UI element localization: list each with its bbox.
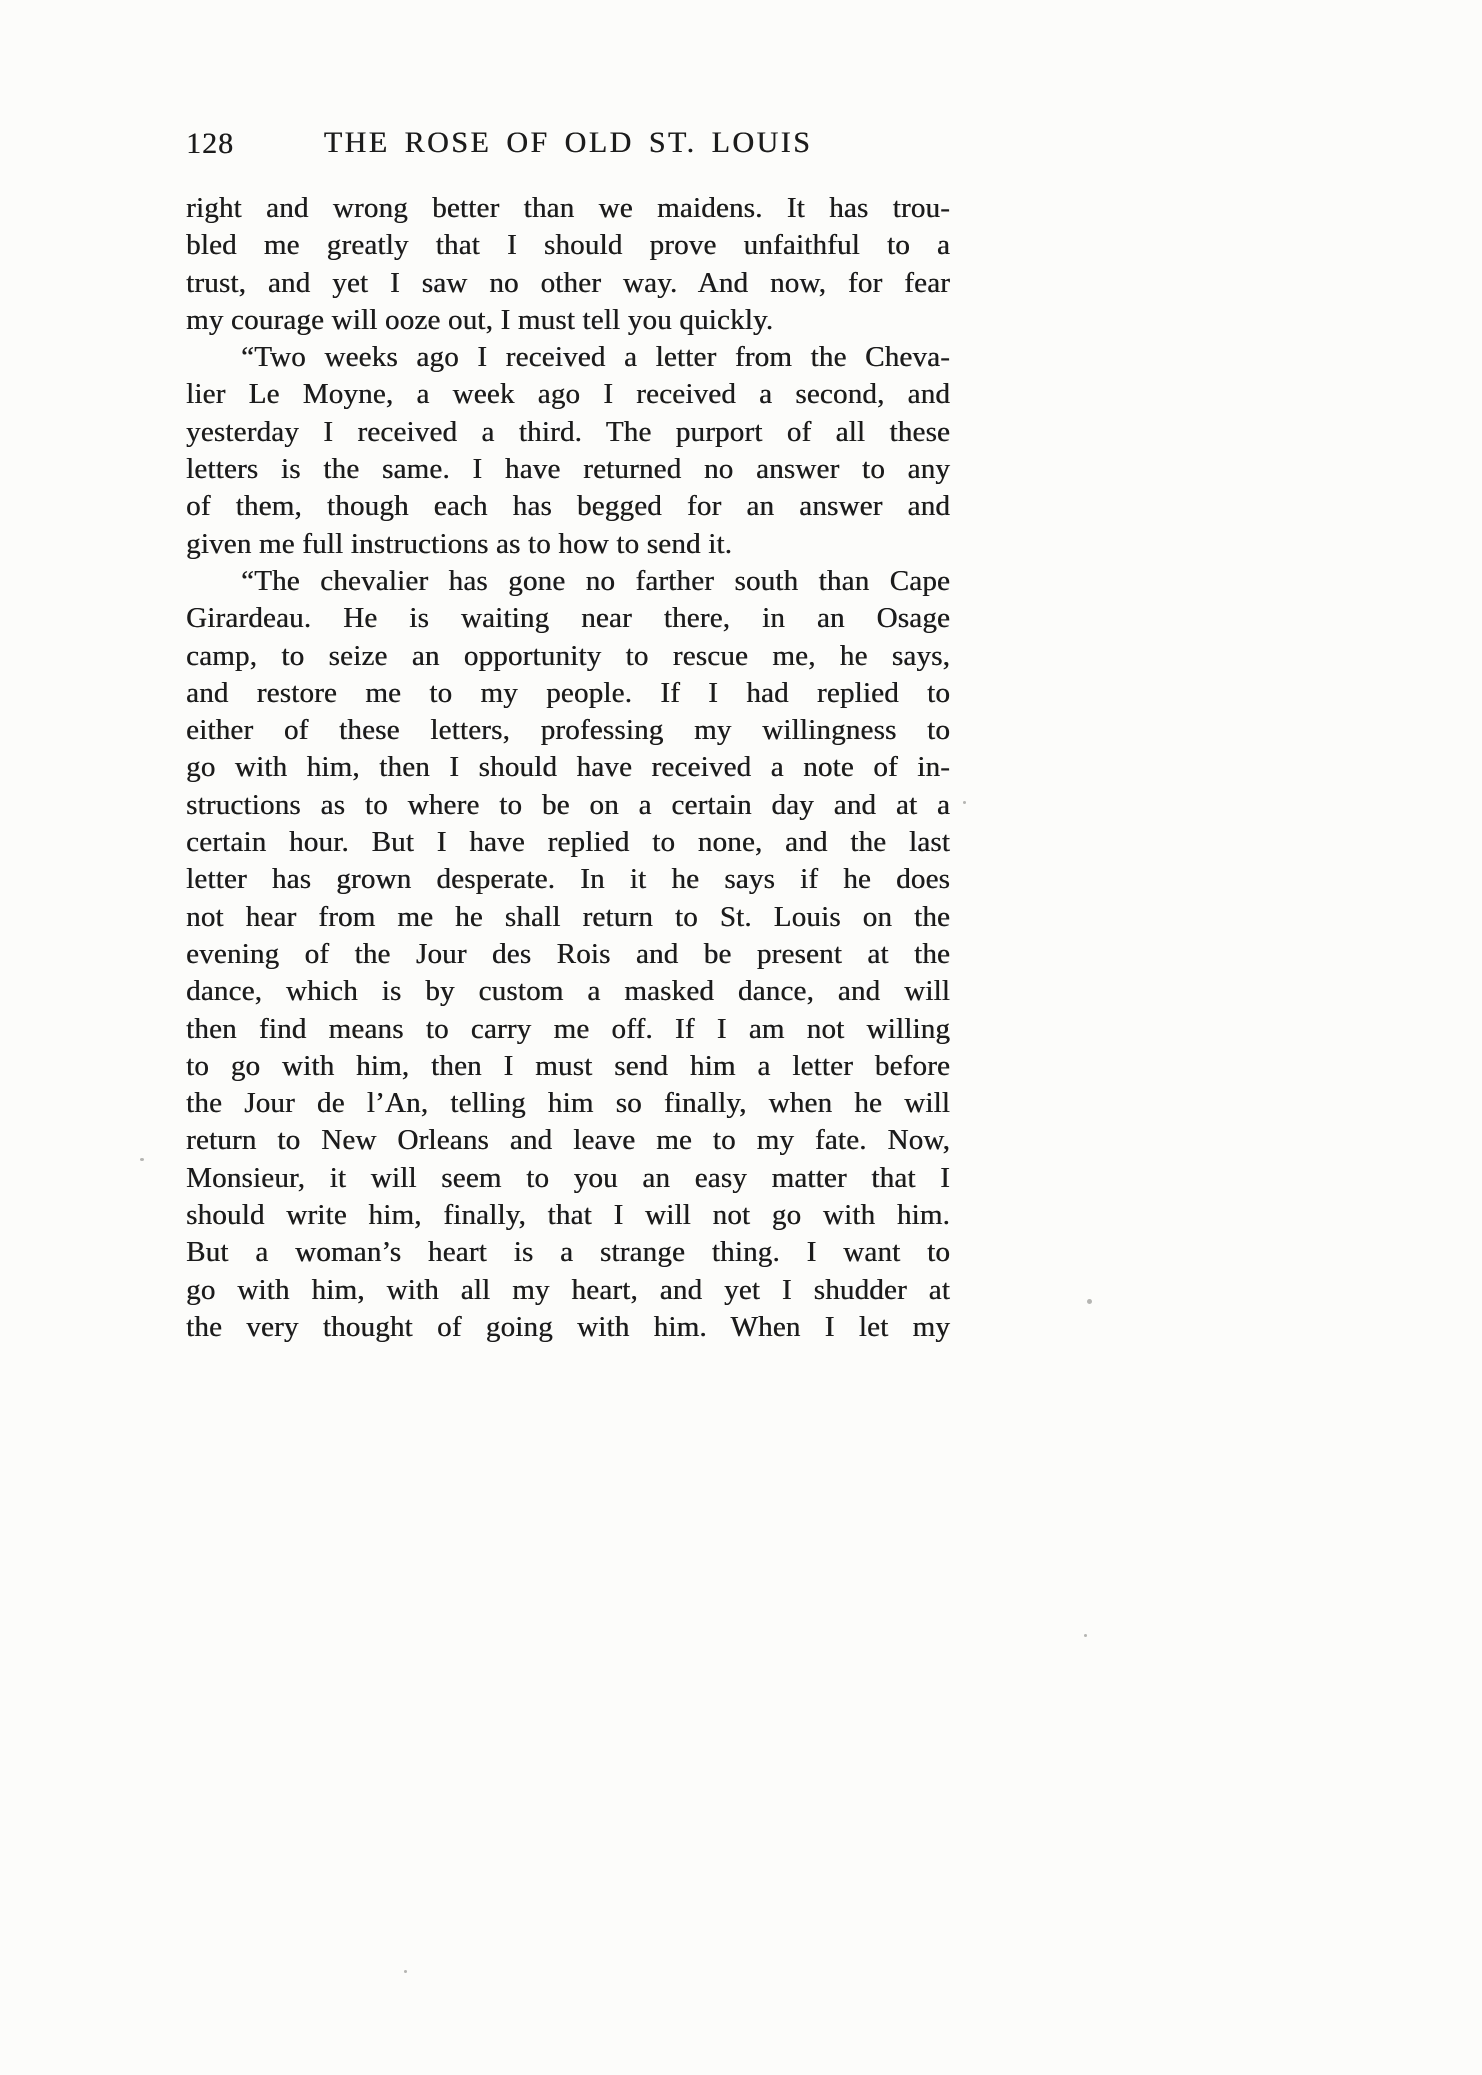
text-line: of them, though each has begged for an answer and (186, 490, 950, 523)
paragraph (186, 339, 950, 563)
text-block (186, 126, 950, 1346)
text-line: not hear from me he shall return to St. Louis on the (186, 900, 950, 933)
text-line: to go with him, then I must send him a letter before (186, 1049, 950, 1082)
text-line: letters is the same. I have returned no answer to any (186, 453, 950, 486)
page-header (186, 126, 950, 168)
text-line: lier Le Moyne, a week ago I received a second, and (186, 378, 950, 411)
text-line: evening of the Jour des Rois and be present at the (186, 937, 950, 970)
text-line: certain hour. But I have replied to none, and the last (186, 826, 950, 859)
text-line: letter has grown desperate. In it he says if he does (186, 863, 950, 896)
text-line: bled me greatly that I should prove unfaithful to a (186, 229, 950, 262)
text-line: camp, to seize an opportunity to rescue me, he says, (186, 639, 950, 672)
text-line: yesterday I received a third. The purport of all these (186, 415, 950, 448)
text-line: should write him, finally, that I will not go with him. (186, 1199, 950, 1232)
body-text (186, 190, 950, 1346)
text-line: right and wrong better than we maidens. It has trou- (186, 192, 950, 224)
text-line: “The chevalier has gone no farther south than Cape (241, 564, 950, 597)
text-line: structions as to where to be on a certain day and at a (186, 788, 950, 821)
page-number: 128 (186, 127, 234, 160)
text-line: Girardeau. He is waiting near there, in an Osage (186, 602, 950, 635)
scan-speckle (1087, 1299, 1092, 1304)
text-line: the Jour de l’An, telling him so finally, when he will (186, 1087, 950, 1120)
scan-speckle (404, 1970, 407, 1973)
text-line: the very thought of going with him. When I let my (186, 1310, 950, 1343)
text-line: go with him, with all my heart, and yet I shudder at (186, 1273, 950, 1306)
text-line: return to New Orleans and leave me to my fate. Now, (186, 1124, 950, 1157)
text-line: and restore me to my people. If I had replied to (186, 676, 950, 709)
running-title: THE ROSE OF OLD ST. LOUIS (323, 126, 813, 159)
text-line: then find means to carry me off. If I am not willing (186, 1012, 950, 1045)
text-line: my courage will ooze out, I must tell you quickly. (186, 303, 774, 336)
text-line: “Two weeks ago I received a letter from the Cheva- (241, 341, 950, 374)
scan-speckle (1084, 1634, 1087, 1637)
text-line: dance, which is by custom a masked dance, and will (186, 975, 950, 1008)
scan-speckle (963, 801, 966, 804)
text-line: go with him, then I should have received a note of in- (186, 751, 950, 784)
text-line: trust, and yet I saw no other way. And now, for fear (186, 266, 950, 299)
paragraph (186, 190, 950, 339)
text-line: But a woman’s heart is a strange thing. I want to (186, 1236, 950, 1269)
paragraph (186, 563, 950, 1346)
scan-speckle (140, 1158, 144, 1161)
text-line: Monsieur, it will seem to you an easy matter that I (186, 1161, 950, 1194)
text-line: given me full instructions as to how to send it. (186, 527, 733, 560)
text-line: either of these letters, professing my willingness to (186, 714, 950, 747)
